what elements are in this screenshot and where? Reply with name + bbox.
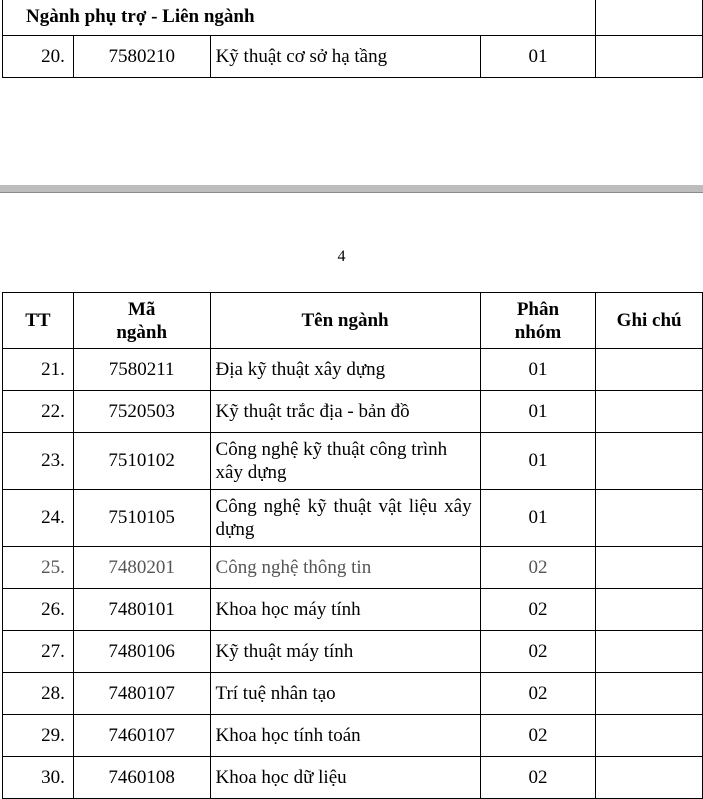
code-cell: 7460108 — [73, 757, 210, 799]
header-tt: TT — [3, 293, 74, 349]
tt-cell: 23. — [3, 433, 74, 490]
table-row — [3, 673, 703, 715]
group-cell: 02 — [480, 673, 596, 715]
tt-cell: 22. — [3, 391, 74, 433]
program-name-cell: Công nghệ kỹ thuật công trình xây dựng — [210, 433, 480, 490]
group-cell: 01 — [480, 490, 596, 547]
group-cell: 02 — [480, 589, 596, 631]
note-cell — [596, 757, 703, 799]
program-name-cell: Khoa học dữ liệu — [210, 757, 480, 799]
tt-cell: 28. — [3, 673, 74, 715]
tt-cell: 30. — [3, 757, 74, 799]
group-cell: 02 — [480, 631, 596, 673]
tt-cell: 24. — [3, 490, 74, 547]
group-cell: 01 — [480, 349, 596, 391]
group-cell: 01 — [480, 433, 596, 490]
page-number: 4 — [337, 248, 346, 265]
code-cell: 7580210 — [73, 36, 210, 78]
header-program-name: Tên ngành — [210, 293, 480, 349]
note-cell — [596, 631, 703, 673]
note-cell — [596, 36, 703, 78]
header-note: Ghi chú — [596, 293, 703, 349]
code-cell: 7520503 — [73, 391, 210, 433]
program-name-cell: Trí tuệ nhân tạo — [210, 673, 480, 715]
table-row — [3, 349, 703, 391]
program-name-cell: Công nghệ thông tin — [210, 547, 480, 589]
header-group: Phân nhóm — [480, 293, 596, 349]
table-row — [3, 391, 703, 433]
program-name-cell: Kỹ thuật cơ sở hạ tầng — [210, 36, 480, 78]
section-label: Ngành phụ trợ - Liên ngành — [3, 0, 596, 36]
code-cell: 7460107 — [73, 715, 210, 757]
tt-cell: 20. — [3, 36, 74, 78]
program-table — [2, 292, 703, 799]
tt-cell: 27. — [3, 631, 74, 673]
tt-cell: 29. — [3, 715, 74, 757]
program-name-cell: Kỹ thuật máy tính — [210, 631, 480, 673]
code-cell: 7480101 — [73, 589, 210, 631]
note-cell — [596, 433, 703, 490]
note-cell — [596, 490, 703, 547]
table-row — [3, 433, 703, 490]
tt-cell: 21. — [3, 349, 74, 391]
code-cell: 7510105 — [73, 490, 210, 547]
group-cell: 02 — [480, 547, 596, 589]
note-cell — [596, 0, 703, 36]
section-header-row — [3, 0, 703, 36]
group-cell: 01 — [480, 391, 596, 433]
note-cell — [596, 391, 703, 433]
program-name-cell: Khoa học tính toán — [210, 715, 480, 757]
note-cell — [596, 715, 703, 757]
code-cell: 7510102 — [73, 433, 210, 490]
note-cell — [596, 349, 703, 391]
program-table-continued — [2, 0, 703, 78]
note-cell — [596, 547, 703, 589]
program-name-cell: Địa kỹ thuật xây dựng — [210, 349, 480, 391]
table-row — [3, 715, 703, 757]
group-cell: 01 — [480, 36, 596, 78]
table-row — [3, 631, 703, 673]
table-row — [3, 589, 703, 631]
table-row — [3, 547, 703, 589]
page-separator — [0, 185, 703, 193]
group-cell: 02 — [480, 715, 596, 757]
table-row — [3, 490, 703, 547]
program-name-cell: Kỹ thuật trắc địa - bản đồ — [210, 391, 480, 433]
code-cell: 7480107 — [73, 673, 210, 715]
tt-cell: 26. — [3, 589, 74, 631]
table-row — [3, 36, 703, 78]
code-cell: 7480106 — [73, 631, 210, 673]
header-code: Mã ngành — [73, 293, 210, 349]
code-cell: 7480201 — [73, 547, 210, 589]
note-cell — [596, 589, 703, 631]
note-cell — [596, 673, 703, 715]
code-cell: 7580211 — [73, 349, 210, 391]
group-cell: 02 — [480, 757, 596, 799]
tt-cell: 25. — [3, 547, 74, 589]
table-row — [3, 757, 703, 799]
program-name-cell: Công nghệ kỹ thuật vật liệu xây dựng — [210, 490, 480, 547]
table-header-row — [3, 293, 703, 349]
program-name-cell: Khoa học máy tính — [210, 589, 480, 631]
